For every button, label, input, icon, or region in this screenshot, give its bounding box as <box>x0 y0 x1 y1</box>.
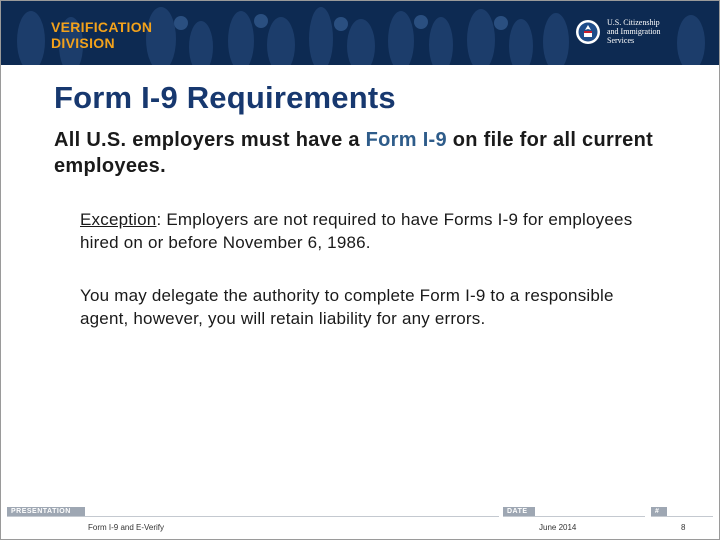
date-value: June 2014 <box>539 523 577 532</box>
division-line-1: VERIFICATION <box>51 19 153 35</box>
page-number: 8 <box>681 523 686 532</box>
verification-division-logo <box>51 19 152 51</box>
presentation-value: Form I-9 and E-Verify <box>88 523 165 532</box>
date-label: DATE <box>503 507 535 516</box>
lead-text-1: All U.S. employers must have a <box>54 129 366 151</box>
date-rule <box>503 516 645 517</box>
presentation-rule <box>7 516 499 517</box>
agency-line-3: Services <box>607 36 635 45</box>
agency-line-1: U.S. Citizenship <box>607 18 660 27</box>
page-rule <box>651 516 713 517</box>
exception-label: Exception <box>80 210 157 229</box>
exception-paragraph <box>80 208 640 254</box>
agency-line-2: and Immigration <box>607 27 661 36</box>
slide-title: Form I-9 Requirements <box>54 80 396 115</box>
slide-footer <box>1 505 719 539</box>
presentation-label: PRESENTATION <box>7 507 85 516</box>
lead-highlight: Form I-9 <box>365 129 447 151</box>
exception-text: : Employers are not required to have Forms I-9 for employees hired on or before November 6, 1986. <box>80 210 633 252</box>
division-line-2: DIVISION <box>51 35 115 51</box>
dhs-seal-icon <box>575 19 601 45</box>
delegate-paragraph: You may delegate the authority to complete Form I-9 to a responsible agent, however, you will retain liability for any errors. <box>80 286 614 328</box>
lead-statement <box>54 127 674 179</box>
lead-text-2: on file for all current employees. <box>54 129 654 177</box>
page-label: # <box>651 507 667 516</box>
agency-name <box>607 18 661 45</box>
header-banner <box>1 1 719 65</box>
